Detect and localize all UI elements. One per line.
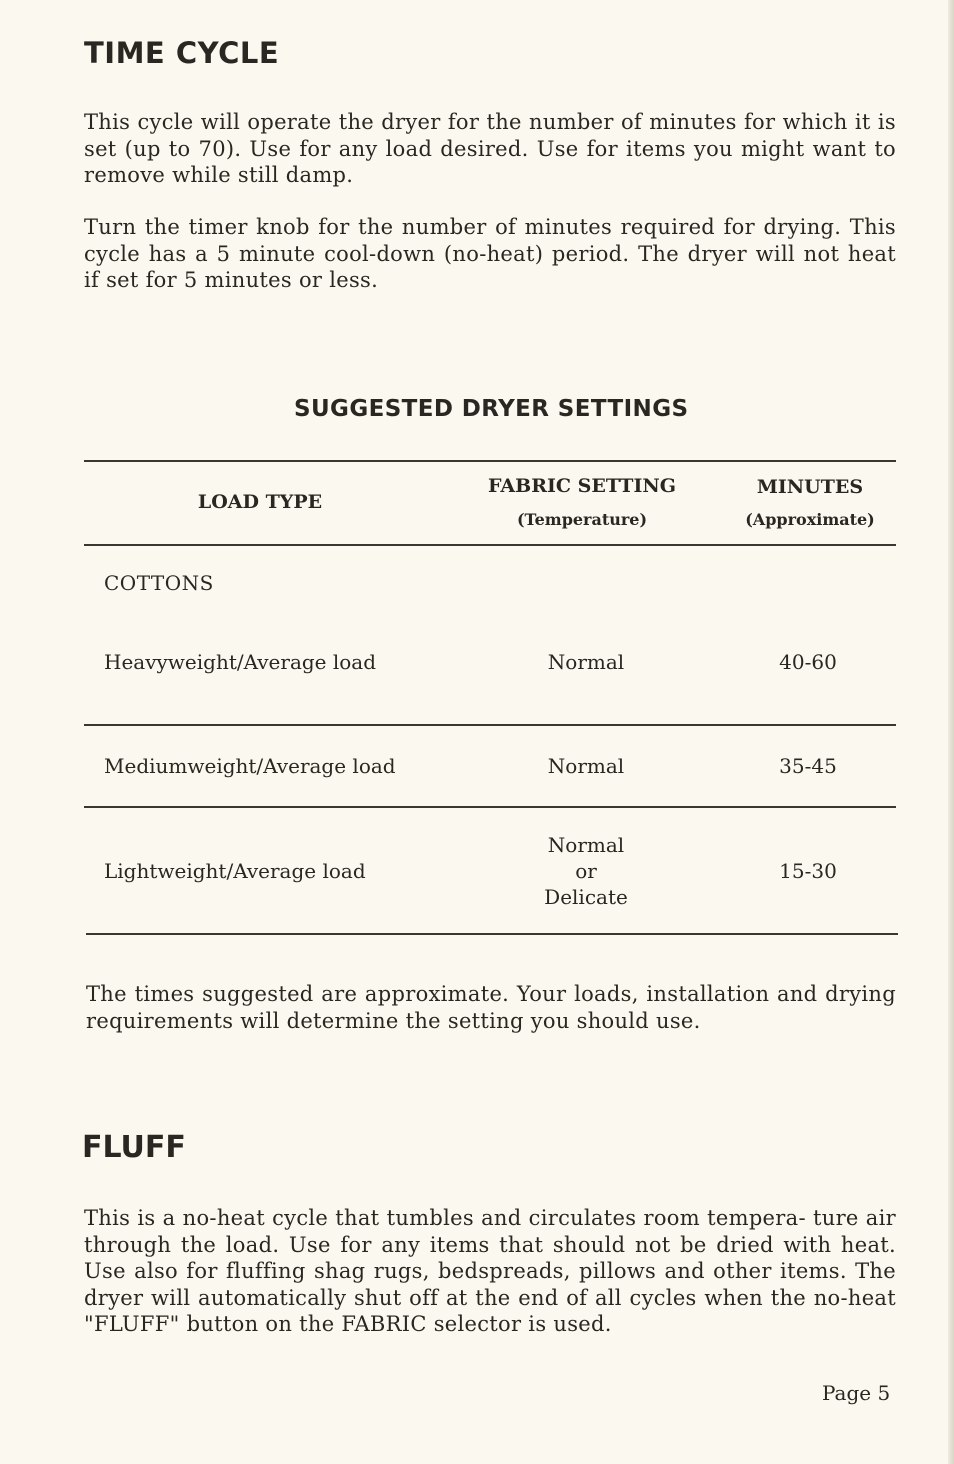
fluff-paragraph: This is a no-heat cycle that tumbles and circulates room tempera- ture air through the load. Use for any items that should not be dried with heat. Use also for fluffing shag rugs, bedspreads, pillows and other items. The dryer will automatically shut off at the end of all cycles when the no-heat "FLUFF" button on the FABRIC selector is used. xyxy=(84,1206,896,1337)
header-minutes-sub: (Approximate) xyxy=(745,510,875,529)
header-fabric-setting-sub: (Temperature) xyxy=(516,510,648,529)
header-load-type: LOAD TYPE xyxy=(197,491,323,513)
row-minutes: 15-30 xyxy=(779,859,837,883)
row-divider xyxy=(84,724,896,726)
table-bottom-rule xyxy=(86,933,898,935)
group-label-cottons: COTTONS xyxy=(104,571,214,595)
suggested-settings-heading: SUGGESTED DRYER SETTINGS xyxy=(294,396,689,422)
row-fabric-setting-line-3: Delicate xyxy=(544,885,628,909)
row-load-type: Lightweight/Average load xyxy=(104,859,366,883)
row-divider xyxy=(84,806,896,808)
row-minutes: 35-45 xyxy=(779,754,837,778)
table-top-rule xyxy=(84,460,896,462)
row-load-type: Heavyweight/Average load xyxy=(104,650,377,674)
row-load-type: Mediumweight/Average load xyxy=(104,754,396,778)
time-cycle-paragraph-1: This cycle will operate the dryer for the number of minutes for which it is set (up to 70). Use for any load desired. Use for items you might want to remove while still damp. xyxy=(84,110,896,187)
row-fabric-setting: Normal xyxy=(547,650,625,674)
row-fabric-setting: Normal xyxy=(547,754,625,778)
page-edge xyxy=(948,0,954,1464)
row-fabric-setting-line-2: or xyxy=(575,859,597,883)
row-fabric-setting-line-1: Normal xyxy=(547,833,625,857)
fluff-heading: FLUFF xyxy=(82,1130,186,1165)
page-number: Page 5 xyxy=(822,1381,891,1405)
settings-note: The times suggested are approximate. Your loads, installation and drying requirements will determine the setting you should use. xyxy=(86,982,896,1033)
time-cycle-paragraph-2: Turn the timer knob for the number of minutes required for drying. This cycle has a 5 minute cool-down (no-heat) period. The dryer will not heat if set for 5 minutes or less. xyxy=(84,215,896,292)
header-fabric-setting: FABRIC SETTING xyxy=(488,475,676,497)
header-minutes: MINUTES xyxy=(756,476,864,498)
time-cycle-heading: TIME CYCLE xyxy=(84,36,280,70)
table-header-rule xyxy=(84,544,896,546)
row-minutes: 40-60 xyxy=(779,650,837,674)
